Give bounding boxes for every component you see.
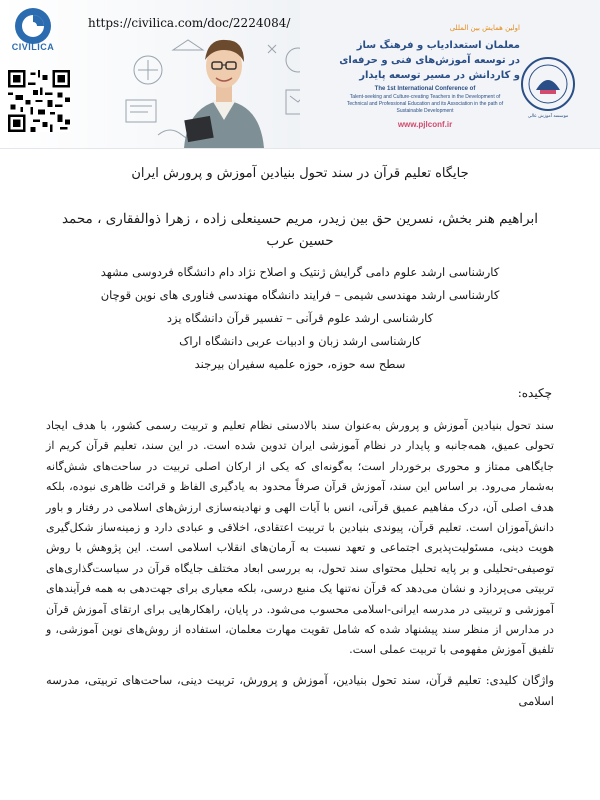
conference-url[interactable]: www.pjlconf.ir (397, 120, 453, 129)
affiliation-2: کارشناسی ارشد مهندسی شیمی – فرایند دانشگاه مهندسی فناوری های نوین قوچان (100, 288, 500, 302)
paper-authors: ابراهیم هنر بخش، نسرین حق بین زیدر، مریم حسینعلی زاده ، زهرا ذوالفقاری ، محمد حسین عرب (61, 211, 539, 249)
conference-title-en-2: Talent-seeking and Culture-creating Teachers in the Development of (349, 94, 501, 100)
keywords: واژگان کلیدی: تعلیم قرآن، سند تحول بنیادین، آموزش و پرورش، تربیت دینی، ساحت‌های تربیتی، مدرسه اسلامی (46, 673, 554, 708)
university-seal-icon (520, 56, 576, 112)
conference-subtitle: اولین همایش بین المللی (449, 24, 520, 32)
seal-caption: موسسه آموزش عالی (527, 114, 569, 119)
conference-title-line-3: و کاردانش در مسیر توسعه پایدار (359, 70, 520, 81)
affiliation-5: سطح سه حوزه، حوزه علمیه سفیران بیرجند (194, 357, 406, 371)
document-url[interactable]: https://civilica.com/doc/2224084/ (88, 16, 291, 30)
person-illustration (178, 22, 270, 148)
affiliation-1: کارشناسی ارشد علوم دامی گرایش ژنتیک و اصلاح نژاد دام دانشگاه فردوسی مشهد (100, 265, 500, 279)
affiliation-4: کارشناسی ارشد زبان و ادبیات عربی دانشگاه اراک (179, 334, 421, 348)
conference-title-line-1: معلمان استعدادیاب و فرهنگ ساز (356, 40, 520, 51)
conference-title-en-1: The 1st International Conference of (374, 86, 476, 92)
affiliation-3: کارشناسی ارشد علوم قرآنی – تفسیر قرآن دانشگاه یزد (166, 311, 434, 325)
abstract-text: سند تحول بنیادین آموزش و پرورش به‌عنوان سند بالادستی نظام تعلیم و تربیت رسمی کشور، با هدف ایجاد تحولی عمیق، همه‌جانبه و پایدار در نظام آموزشی ایران تدوین شده است. در این سند، تعلیم قرآن کریم از جایگاهی ممتاز و محوری برخوردار است؛ به‌گونه‌ای که یکی از ارکان اصلی تربیت در ساحت‌های شش‌گانه به‌شمار می‌رود. بر اساس این سند، آموزش قرآن صرفاً محدود به یادگیری الفاظ و قرائت ظاهری نبوده، بلکه هدف اصلی آن، درک مفاهیم عمیق قرآنی، انس با آیات الهی و نهادینه‌سازی ارزش‌های اسلامی در رفتار و باور دانش‌آموزان است. تعلیم قرآن، پیوندی بنیادین با تربیت اعتقادی، اخلاقی و عبادی دارد و زمینه‌ساز شکل‌گیری هویت دینی، مسئولیت‌پذیری اجتماعی و تعهد نسبت به آرمان‌های انقلاب اسلامی است. این پژوهش با روش توصیفی-تحلیلی و بر پایه تحلیل محتوای سند تحول، به بررسی ابعاد مختلف جایگاه قرآن در سیاست‌گذاری‌های تربیتی می‌پردازد و نشان می‌دهد که قرآن نه‌تنها یک منبع درسی، بلکه معیاری برای جهت‌دهی به همه فرآیندهای آموزشی و تربیتی در مدرسه ایرانی-اسلامی محسوب می‌شود. در پایان، راهکارهایی برای ارتقای آموزش قرآن در مدارس از منظر سند پیشنهاد شده که شامل تقویت مهارت معلمان، استفاده از روش‌های نوین آموزشی، و تلفیق آموزش مفهومی با تربیت عملی است. (46, 419, 554, 657)
civilica-logo-text: CIVILICA (11, 42, 55, 52)
conference-title-en-4: Sustainable Development (396, 108, 454, 114)
qr-code-icon (8, 70, 70, 132)
conference-title-line-2: در توسعه آموزش‌های فنی و حرفه‌ای (339, 55, 520, 66)
conference-banner (0, 0, 600, 149)
abstract-heading: چکیده: (517, 386, 552, 400)
conference-title-en-3: Technical and Professional Education and its Association in the path of (346, 101, 504, 107)
paper-title: جایگاه تعلیم قرآن در سند تحول بنیادین آموزش و پرورش ایران (131, 166, 469, 181)
